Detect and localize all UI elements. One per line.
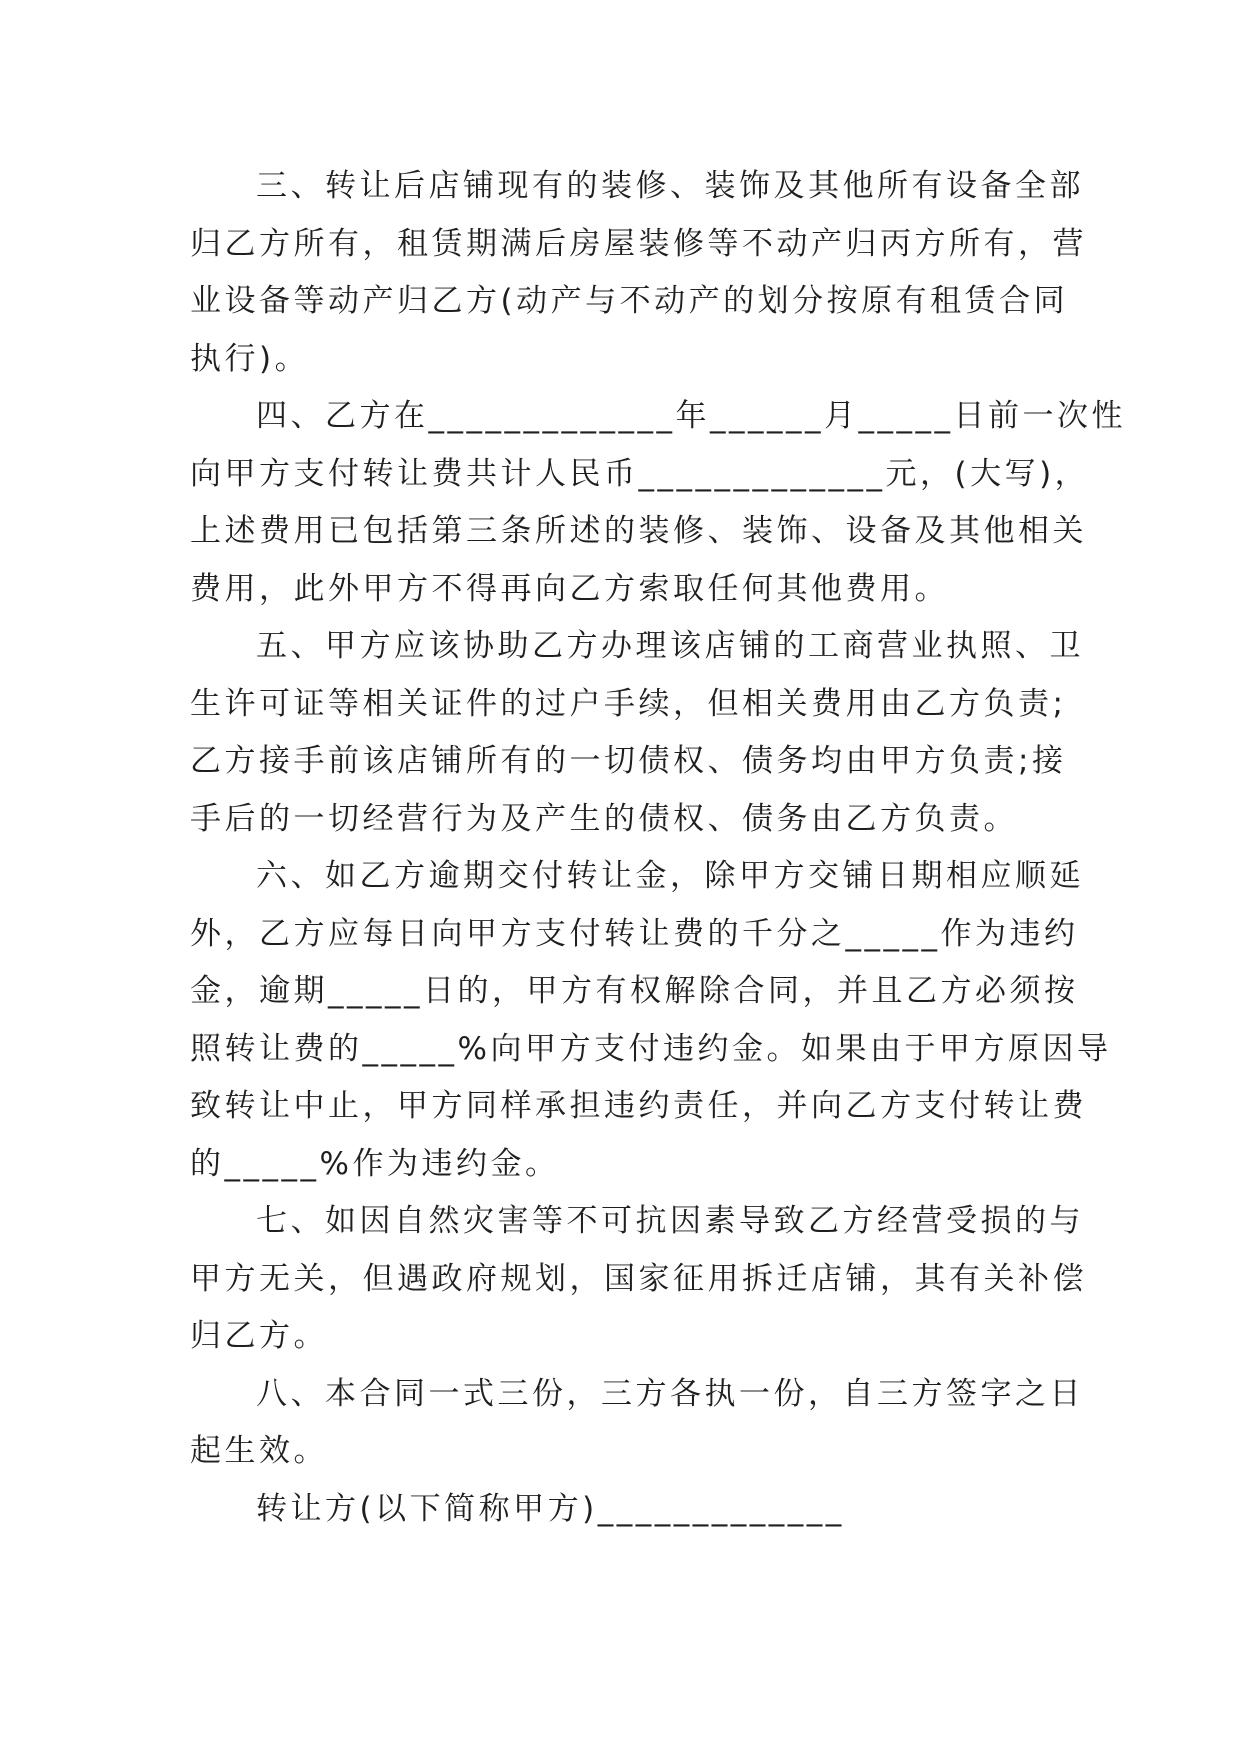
text-line: 归乙方所有，租赁期满后房屋装修等不动产归丙方所有，营 (190, 225, 1087, 262)
text-line: 归乙方。 (190, 1318, 328, 1354)
text-line: 向甲方支付转让费共计人民币_____________元，(大写)， (190, 455, 1090, 492)
text-line: 五、甲方应该协助乙方办理该店铺的工商营业执照、卫 (256, 628, 1084, 664)
text-line: 金，逾期_____日的，甲方有权解除合同，并且乙方必须按 (190, 973, 1079, 1009)
text-line: 四、乙方在_____________年______月_____日前一次性 (256, 398, 1126, 434)
paragraph-clause-6 (190, 848, 1112, 1193)
text-line: 六、如乙方逾期交付转让金，除甲方交铺日期相应顺延 (256, 858, 1084, 894)
paragraph-clause-3 (190, 158, 1087, 388)
text-line: 生许可证等相关证件的过户手续，但相关费用由乙方负责; (190, 685, 1067, 722)
paragraph-clause-4 (190, 388, 1126, 618)
paragraph-clause-8 (190, 1366, 1084, 1481)
text-line: 的_____%作为违约金。 (190, 1145, 560, 1182)
text-line: 三、转让后店铺现有的装修、装饰及其他所有设备全部 (256, 168, 1084, 204)
text-line: 起生效。 (190, 1433, 328, 1469)
contract-body (190, 158, 1126, 1538)
text-line: 照转让费的_____%向甲方支付违约金。如果由于甲方原因导 (190, 1030, 1112, 1067)
paragraph-signature-transferor (190, 1481, 1052, 1539)
text-line: 业设备等动产归乙方(动产与不动产的划分按原有租赁合同 (190, 283, 1069, 319)
text-line: 乙方接手前该店铺所有的一切债权、债务均由甲方负责;接 (190, 743, 1067, 779)
text-line: 转让方(以下简称甲方)_____________ (256, 1490, 845, 1527)
text-line: 手后的一切经营行为及产生的债权、债务由乙方负责。 (190, 800, 1018, 837)
paragraph-clause-5 (190, 618, 1084, 848)
text-line: 七、如因自然灾害等不可抗因素导致乙方经营受损的与 (256, 1203, 1084, 1239)
text-line: 致转让中止，甲方同样承担违约责任，并向乙方支付转让费 (190, 1088, 1087, 1124)
text-line: 上述费用已包括第三条所述的装修、装饰、设备及其他相关 (190, 513, 1087, 549)
text-line: 费用，此外甲方不得再向乙方索取任何其他费用。 (190, 570, 949, 607)
text-line: 执行)。 (190, 340, 310, 377)
text-line: 外，乙方应每日向甲方支付转让费的千分之_____作为违约 (190, 915, 1079, 952)
text-line: 甲方无关，但遇政府规划，国家征用拆迁店铺，其有关补偿 (190, 1260, 1087, 1297)
paragraph-clause-7 (190, 1193, 1087, 1366)
text-line: 八、本合同一式三份，三方各执一份，自三方签字之日 (256, 1375, 1084, 1412)
